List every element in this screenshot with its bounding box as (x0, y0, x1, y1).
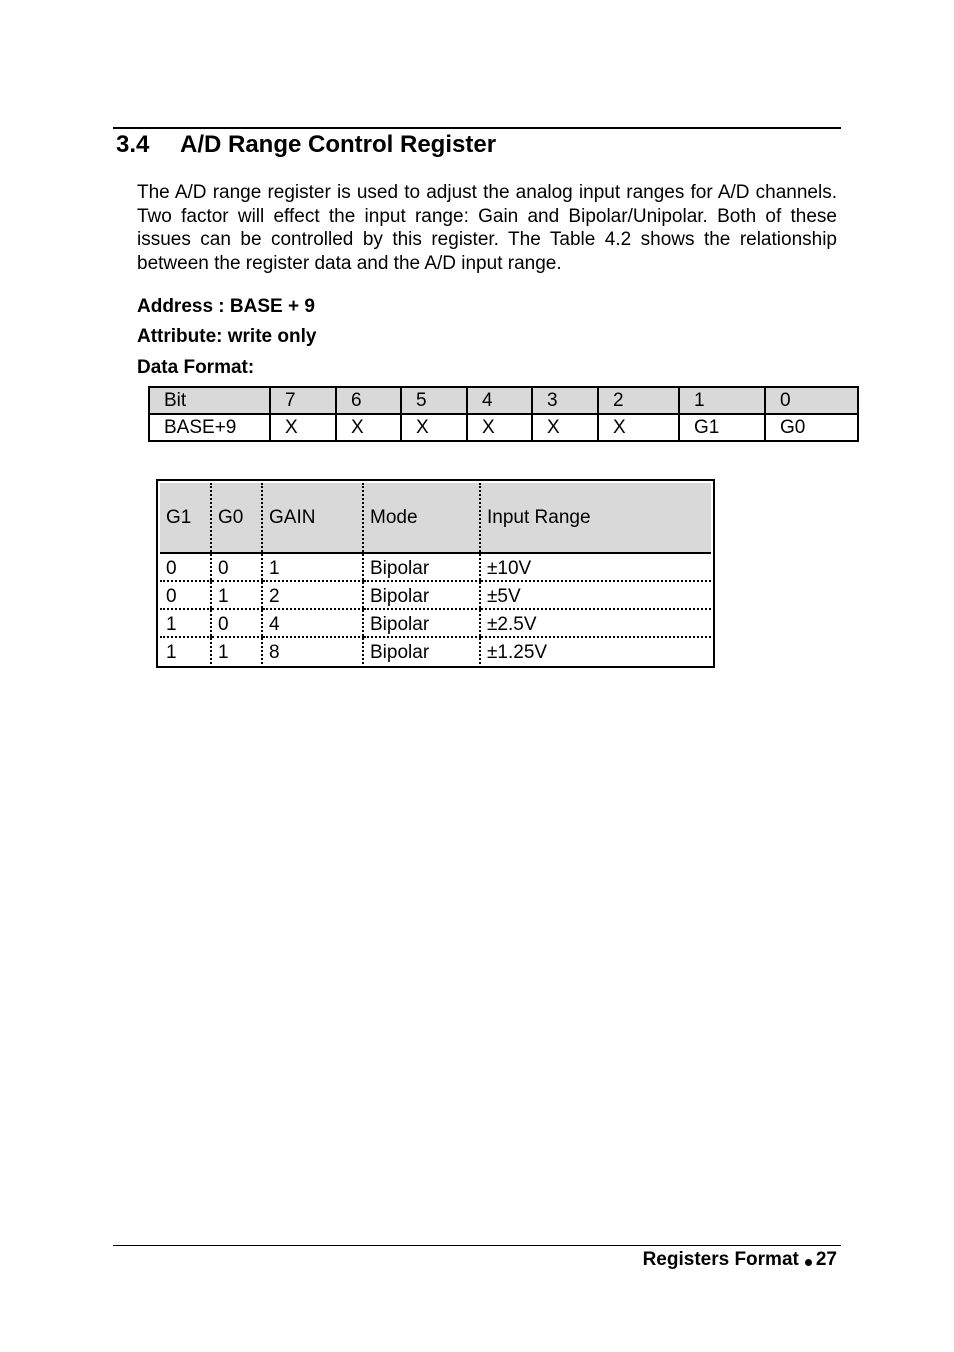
range-cell: Bipolar (363, 581, 480, 609)
range-cell: 1 (211, 581, 262, 609)
table-row (160, 581, 711, 609)
intro-paragraph: The A/D range register is used to adjust the analog input ranges for A/D channels. Two factor will effect the input range: Gain and Bipolar/Unipolar. Both of these issues can be controlled by this register. The Table 4.2 shows the relationship between the register data and the A/D input range. (137, 182, 837, 274)
range-cell: 0 (211, 553, 262, 581)
bit-value-cell: G0 (765, 414, 858, 441)
address-label: Address : BASE + 9 (137, 296, 315, 317)
bit-value-cell: BASE+9 (149, 414, 270, 441)
bit-header-cell: 3 (532, 387, 598, 414)
range-cell: ±10V (480, 553, 711, 581)
section-number: 3.4 (116, 131, 150, 158)
range-header-cell: Input Range (480, 483, 711, 553)
data-format-label: Data Format: (137, 357, 255, 378)
bit-value-row (149, 414, 858, 441)
range-cell: 0 (160, 553, 211, 581)
table-row (160, 609, 711, 637)
bit-value-cell: X (401, 414, 467, 441)
range-cell: Bipolar (363, 553, 480, 581)
top-rule (113, 127, 841, 129)
bit-value-cell: X (467, 414, 532, 441)
page-footer (643, 1249, 837, 1271)
range-cell: 0 (211, 609, 262, 637)
range-header-cell: G0 (211, 483, 262, 553)
range-cell: 1 (262, 553, 363, 581)
footer-rule (113, 1245, 841, 1246)
range-header-cell: GAIN (262, 483, 363, 553)
range-header-cell: G1 (160, 483, 211, 553)
range-cell: ±1.25V (480, 637, 711, 664)
range-header-row (160, 483, 711, 553)
table-row (160, 553, 711, 581)
bit-format-table (148, 386, 859, 442)
bit-value-cell: X (270, 414, 336, 441)
range-cell: 0 (160, 581, 211, 609)
bit-value-cell: X (336, 414, 401, 441)
bit-header-cell: 1 (679, 387, 765, 414)
range-cell: 4 (262, 609, 363, 637)
section-title: A/D Range Control Register (180, 131, 497, 158)
bit-header-cell: 4 (467, 387, 532, 414)
bit-value-cell: G1 (679, 414, 765, 441)
bit-header-cell: 0 (765, 387, 858, 414)
range-cell: 1 (160, 609, 211, 637)
range-cell: ±5V (480, 581, 711, 609)
bit-header-cell: 5 (401, 387, 467, 414)
input-range-table (160, 483, 711, 664)
bit-header-cell: 7 (270, 387, 336, 414)
bit-value-cell: X (598, 414, 679, 441)
range-cell: ±2.5V (480, 609, 711, 637)
bit-value-cell: X (532, 414, 598, 441)
bit-header-cell: Bit (149, 387, 270, 414)
section-heading (116, 131, 496, 159)
input-range-table-frame (156, 479, 715, 668)
page-number: 27 (815, 1249, 837, 1270)
bullet-icon (805, 1259, 812, 1266)
attribute-label: Attribute: write only (137, 326, 317, 347)
range-cell: Bipolar (363, 637, 480, 664)
table-row (160, 637, 711, 664)
range-header-cell: Mode (363, 483, 480, 553)
bit-header-row (149, 387, 858, 414)
bit-header-cell: 6 (336, 387, 401, 414)
range-cell: 1 (211, 637, 262, 664)
range-cell: 8 (262, 637, 363, 664)
bit-header-cell: 2 (598, 387, 679, 414)
range-cell: 2 (262, 581, 363, 609)
range-cell: Bipolar (363, 609, 480, 637)
footer-label: Registers Format (642, 1249, 799, 1270)
range-cell: 1 (166, 642, 177, 663)
